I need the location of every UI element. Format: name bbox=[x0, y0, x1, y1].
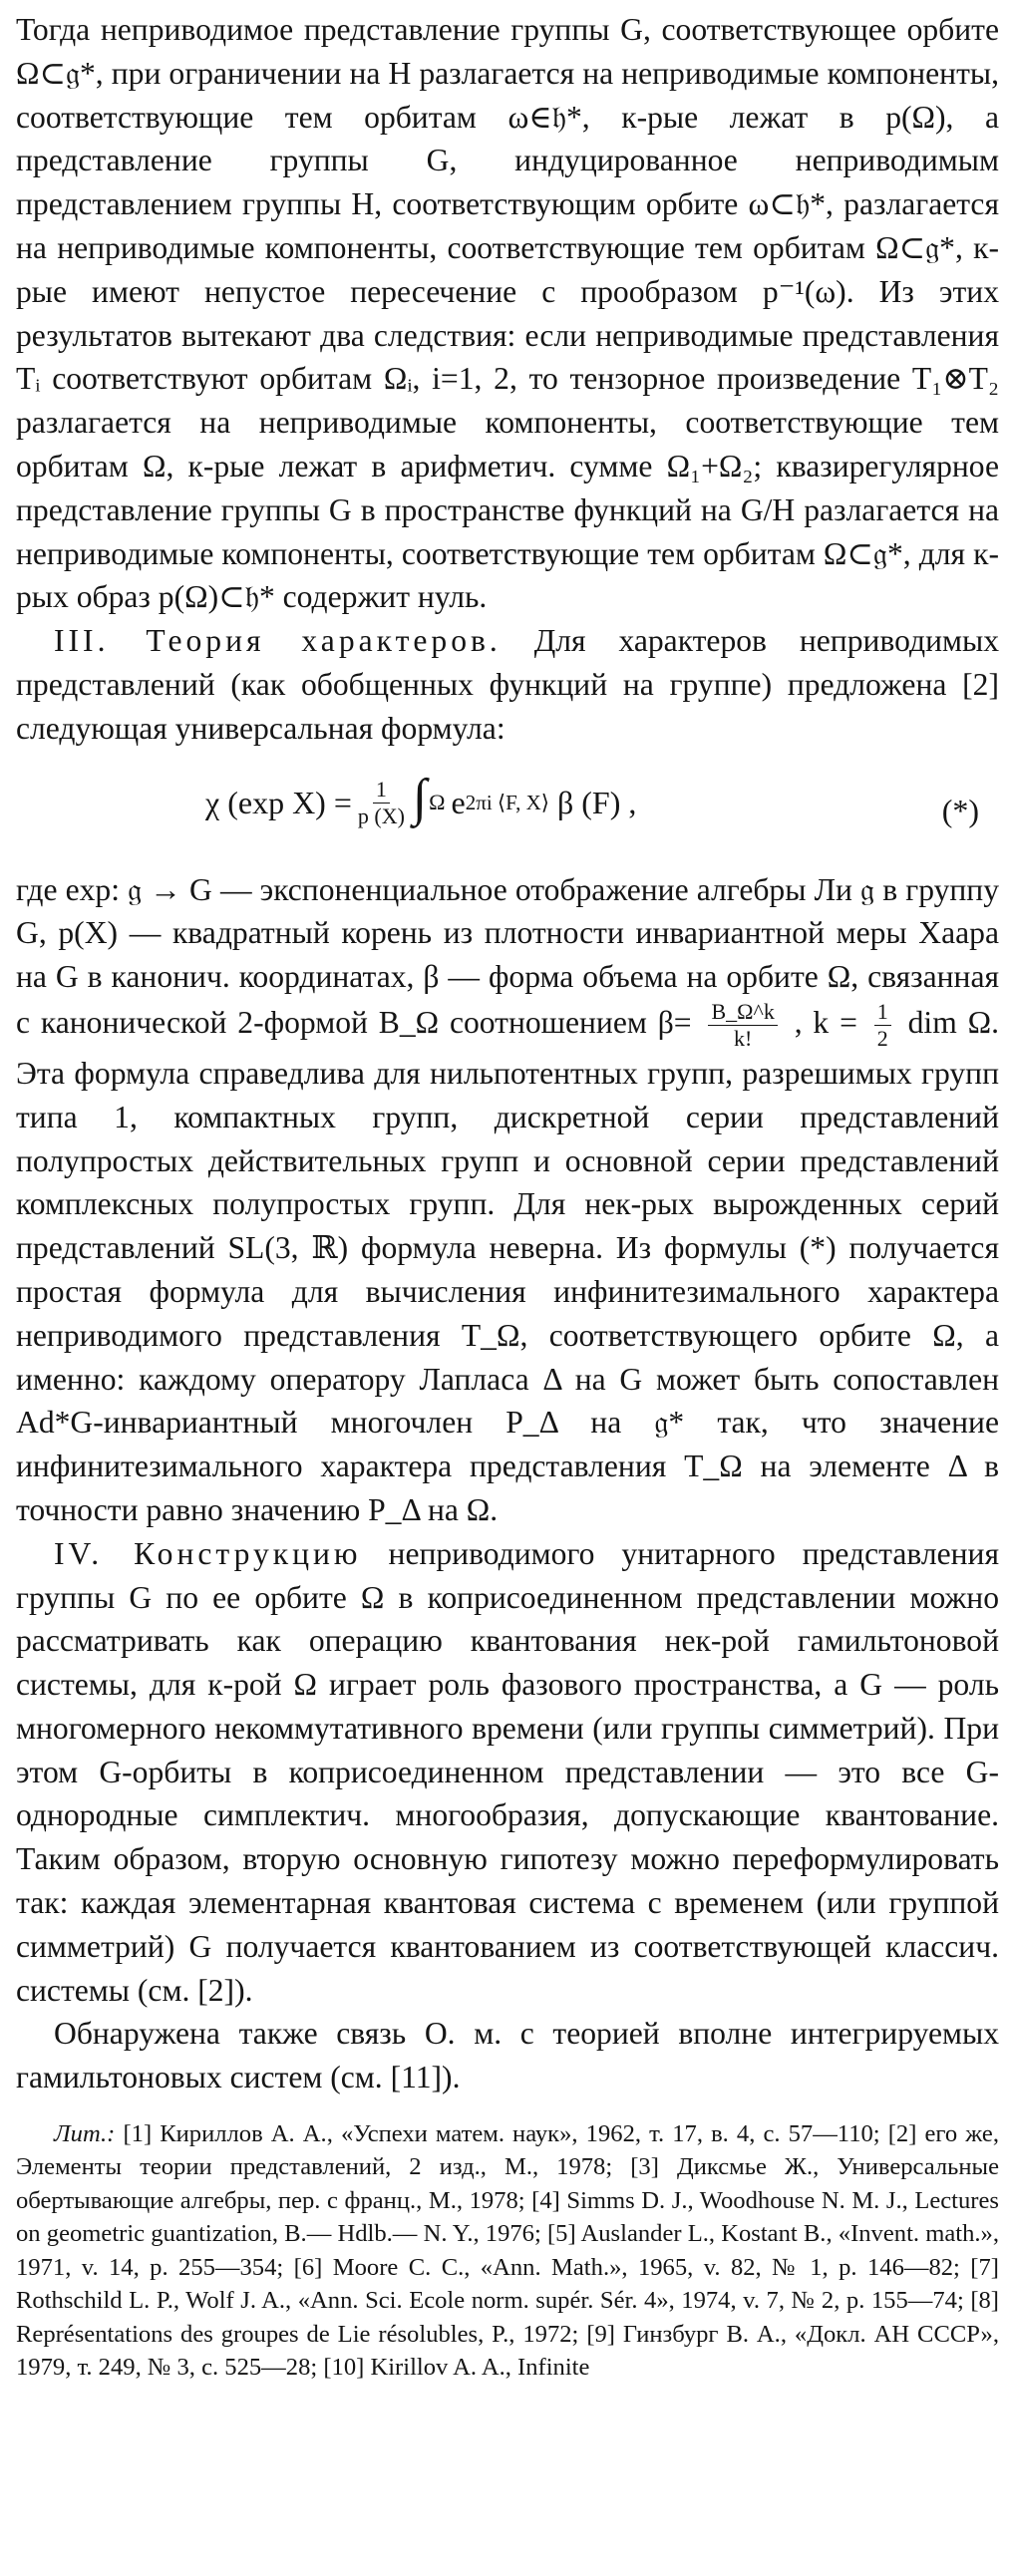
section-construction-text: неприводимого унитарного представления группы G по ее орбите Ω в коприсоединенном представлении можно рассматривать как операцию квантования нек-рой гамильтоновой системы, для к-рой Ω играет роль фазового пространства, а G — роль многомерного некоммутативного времени (или группы симметрий). При этом G-орбиты в коприсоединенном представлении — это все G-однородные симплектич. многообразия, допускающие квантование. Таким образом, вторую основную гипотезу можно переформулировать так: каждая элементарная квантовая система с временем (или группой симметрий) G получается квантованием из соответствующей классич. системы (см. [2]). bbox=[16, 1535, 999, 2008]
beta-fraction bbox=[708, 999, 777, 1052]
formula-exp-base: e bbox=[451, 784, 466, 820]
integral-domain: Ω bbox=[429, 790, 446, 815]
section-characters-body-a: где exp: 𝔤 → G — экспоненциальное отображение алгебры Ли 𝔤 в группу G, p(X) — квадратный корень из плотности инвариантной меры Хаара на G в канонич. координатах, β — форма объема на орбите Ω, связанная с канонической 2-формой B_Ω соотношением β= bbox=[16, 871, 999, 1040]
paragraph-integrable-systems: Обнаружена также связь О. м. с теорией вполне интегрируемых гамильтоновых систем (см. [11]). bbox=[16, 2016, 999, 2095]
section-characters-intro-text: Для характеров неприводимых представлений (как обобщенных функций на группе) предложена [2] следующая универсальная формула: bbox=[16, 623, 999, 746]
section-heading-construction: IV. Конструкцию bbox=[54, 1535, 362, 1571]
section-characters-intro bbox=[16, 619, 999, 750]
section-characters-body bbox=[16, 868, 999, 1532]
section-heading-characters: III. Теория характеров. bbox=[54, 623, 502, 659]
k-fraction-denominator: 2 bbox=[876, 1025, 888, 1051]
section-characters-body-b: dim Ω. Эта формула справедлива для нильпотентных групп, разрешимых групп типа 1, компактных групп, дискретной серии представлений полупростых действительных групп и основной серии представлений комплексных полупростых групп. Для нек-рых вырожденных серий представлений SL(3, ℝ) формула неверна. Из формулы (*) получается простая формула для вычисления инфинитезимального характера неприводимого представления T_Ω, соответствующего орбите Ω, а именно: каждому оператору Лапласа Δ на G может быть сопоставлен Ad*G-инвариантный многочлен P_Δ на 𝔤* так, что значение инфинитезимального характера представления T_Ω на элементе Δ в точности равно значению P_Δ на Ω. bbox=[16, 1004, 1000, 1527]
character-formula bbox=[16, 761, 999, 856]
formula-tag: (*) bbox=[941, 792, 979, 828]
paragraph-orbits-restriction: Тогда неприводимое представление группы G, соответствующее орбите Ω⊂𝔤*, при ограничении на H разлагается на неприводимые компоненты, соответствующие тем орбитам ω∈𝔥*, к-рые лежат в p(Ω), а представление группы G, индуцированное неприводимым представлением группы H, соответствующим орбите ω⊂𝔥*, разлагается на неприводимые компоненты, соответствующие тем орбитам Ω⊂𝔤*, к-рые имеют непустое пересечение с прообразом p⁻¹(ω). Из этих результатов вытекают два следствия: если неприводимые представления Tᵢ соответствуют орбитам Ωᵢ, i=1, 2, то тензорное произведение T₁⊗T₂ разлагается на неприводимые компоненты, соответствующие тем орбитам Ω, к-рые лежат в арифметич. сумме Ω₁+Ω₂; квазирегулярное представление группы G в пространстве функций на G/H разлагается на неприводимые компоненты, соответствующие тем орбитам Ω⊂𝔤*, для к-рых образ p(Ω)⊂𝔥* содержит нуль. bbox=[16, 12, 999, 615]
formula-exponent: 2πi ⟨F, X⟩ bbox=[465, 790, 549, 814]
section-construction bbox=[16, 1532, 999, 2013]
k-definition: , k = bbox=[794, 1004, 857, 1040]
formula-fraction bbox=[358, 777, 405, 829]
references bbox=[16, 2117, 999, 2384]
references-label: Лит.: bbox=[54, 2120, 116, 2148]
k-fraction bbox=[874, 999, 891, 1052]
beta-fraction-denominator: k! bbox=[733, 1025, 753, 1051]
formula-rest: β (F) , bbox=[556, 784, 637, 820]
integral-sign: ∫ bbox=[412, 770, 428, 827]
beta-fraction-numerator: B_Ω^k bbox=[708, 999, 777, 1026]
formula-fraction-numerator: 1 bbox=[373, 777, 390, 804]
formula-lhs: χ (exp X) = bbox=[205, 784, 352, 820]
formula-fraction-denominator: p (X) bbox=[357, 803, 405, 828]
references-text: [1] Кириллов А. А., «Успехи матем. наук», 1962, т. 17, в. 4, с. 57—110; [2] его же, Элементы теории представлений, 2 изд., М., 1978; [3] Диксмье Ж., Универсальные обертывающие алгебры, пер. с франц., М., 1978; [4] Simms D. J., Woodhouse N. M. J., Lectures on geometric guantization, B.— Hdlb.— N. Y., 1976; [5] Auslander L., Kostant B., «Invent. math.», 1971, v. 14, p. 255—354; [6] Moore C. C., «Ann. Math.», 1965, v. 82, № 1, p. 146—82; [7] Rothschild L. P., Wolf J. A., «Ann. Sci. Ecole norm. supér. Sér. 4», 1974, v. 7, № 2, p. 155—74; [8] Représentations des groupes de Lie résolubles, P., 1972; [9] Гинзбург В. А., «Докл. АН СССР», 1979, т. 249, № 3, с. 525—28; [10] Kirillov A. A., Infinite bbox=[16, 2120, 999, 2381]
k-fraction-numerator: 1 bbox=[874, 999, 891, 1026]
